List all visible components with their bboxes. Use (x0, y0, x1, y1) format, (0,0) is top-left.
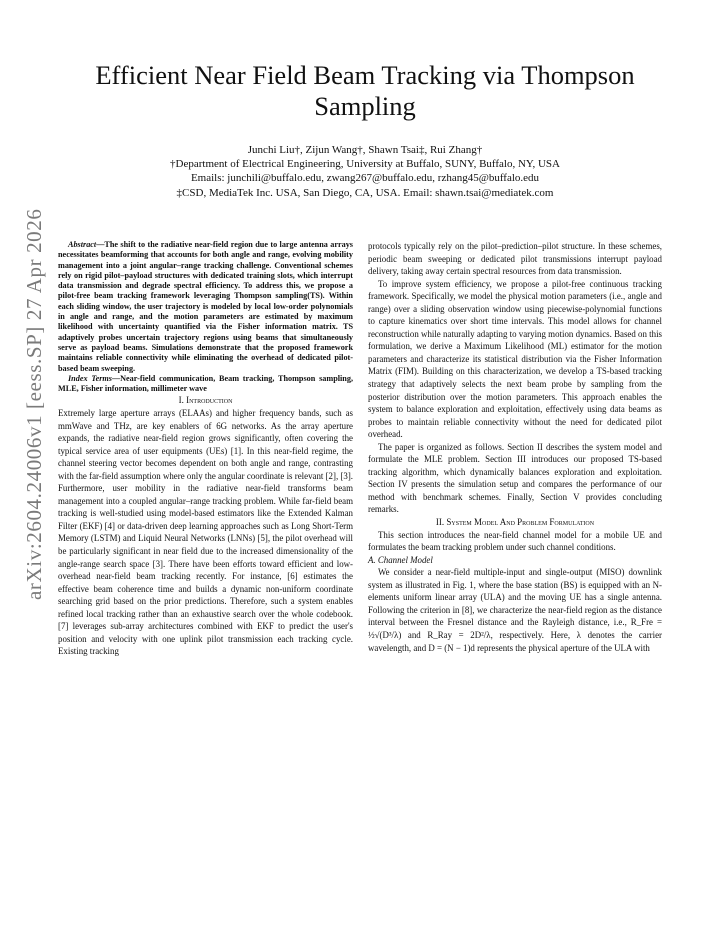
section-heading-introduction: I. Introduction (178, 395, 233, 406)
affiliation-2: ‡CSD, MediaTek Inc. USA, San Diego, CA, USA. Email: shawn.tsai@mediatek.com (176, 186, 554, 199)
abstract-text: —The shift to the radiative near-field region due to large antenna arrays necessitates beamforming that accounts for both angle and range, evolving mobility management into a joint angular–range tracking challenge. Conventional schemes rely on rigid pilot–payload structures with dedicated training slots, which interrupt data transmission and degrade spectral efficiency. To address this, we propose a pilot-free beam tracking framework leveraging Thompson sampling(TS). Within each sliding window, the user trajectory is modeled by local low-order polynomials in angle and range, and the motion parameters are estimated by maximum likelihood with uncertainty quantified via the Fisher information matrix. TS adaptively probes uncertain trajectory regions using beams that simultaneously serve as payload beams. Simulations demonstrate that the proposed framework maintains reliable connectivity while eliminating the overhead of dedicated pilot-based beam sweeping. (58, 240, 353, 373)
emails-1: Emails: junchili@buffalo.edu, zwang267@buffalo.edu, rzhang45@buffalo.edu (190, 172, 540, 185)
channel-model-paragraph: We consider a near-field multiple-input and single-output (MISO) downlink system as illustrated in Fig. 1, where the base station (BS) is equipped with an N-elements uniform linear array (ULA) and the moving UE has a single antenna. Following the criterion in [8], we characterize the near-field region as the distance interval between the Fresnel distance and the Rayleigh distance, i.e., R_Fre = ½√(D³/λ) and R_Ray = 2D²/λ, respectively. Here, λ denotes the carrier wavelength, and D = (N − 1)d represents the physical aperture of the ULA with (368, 567, 662, 653)
paper-title: Efficient Near Field Beam Tracking via Thompson Sampling (95, 60, 635, 121)
arxiv-stamp: arXiv:2604.24006v1 [eess.SP] 27 Apr 2026 (22, 208, 46, 600)
affiliation-1: †Department of Electrical Engineering, University at Buffalo, SUNY, Buffalo, NY, USA (170, 158, 560, 171)
index-terms (58, 374, 353, 395)
author-names: Junchi Liu†, Zijun Wang†, Shawn Tsai‡, Rui Zhang† (247, 144, 483, 156)
section-heading-system-model: II. System Model And Problem Formulation (435, 517, 595, 528)
author-block (60, 143, 670, 200)
system-model-intro: This section introduces the near-field channel model for a mobile UE and formulates the beam tracking problem under such channel conditions. (368, 529, 662, 553)
intro-paragraph-1: Extremely large aperture arrays (ELAAs) and higher frequency bands, such as mmWave and THz, are key enablers of 6G networks. As the array aperture expands, the radiative near-field region grows significantly, often covering the typical service area of user equipments (UEs) [1]. In this near-field regime, the channel steering vector becomes dependent on both angle and range, contrasting with the far-field assumption where only the angular coordinate is relevant [2], [3]. Furthermore, user mobility in the radiative near-field transforms beam management into a coupled angular–range tracking problem. While far-field beam tracking is well-studied using model-based estimators like the Extended Kalman Filter (EKF) [4] or data-driven deep learning approaches such as Long Short-Term Memory (LSTM) and Liquid Neural Networks (LNNs) [5], the pilot overhead will be particularly significant in near field due to the increased dimensionality of the angle-range search space [3]. There have been efforts toward efficient and low-overhead near-field beam tracking recently. For instance, [6] estimates the effective beam coherence time and builds a dynamic non-uniform coordinate searching grid based on the prior predictions. Therefore, such a system enables refined local tracking rather than an exhaustive search over the whole codebook. [7] leverages sub-array architectures combined with EKF to predict the user's position and velocity with one uplink pilot transmission each tracking cycle. Existing tracking (58, 408, 353, 657)
intro-paragraph-2: protocols typically rely on the pilot–prediction–pilot structure. In these schemes, periodic beam sweeping or dedicated pilot transmissions interrupt payload delivery, taking away certain spectral resources from data transmission. (368, 241, 662, 277)
abstract-label: Abstract (68, 240, 97, 249)
left-column (58, 240, 353, 658)
right-column (368, 240, 662, 654)
index-terms-text: —Near-field communication, Beam tracking, Thompson sampling, MLE, Fisher information, millimeter wave (58, 373, 353, 394)
subsection-heading-channel-model: A. Channel Model (368, 554, 433, 565)
abstract (58, 240, 353, 374)
intro-paragraph-3: To improve system efficiency, we propose a pilot-free continuous tracking framework. Specifically, we model the physical motion parameters (i.e., angle and range) over a sliding observation window using piecewise-polynomial functions to capture kinematics over short time intervals. This model allows for channel reconstruction while naturally adapting to varying motion dynamics. Based on this formulation, we derive a Maximum Likelihood (ML) estimator for the motion parameters and characterize its statistical distribution via the Fisher Information Matrix (FIM). Building on this characterization, we develop a TS-based tracking strategy that adaptively selects the next beam probe by sampling from the posterior distribution over the motion parameters. This approach enables the system to balance exploration and exploitation, effectively using data beams as probes to maintain reliable connectivity without the need for dedicated pilot overhead. (368, 278, 662, 440)
index-terms-label: Index Terms (68, 373, 112, 383)
intro-paragraph-4: The paper is organized as follows. Section II describes the system model and formulate the MLE problem. Section III introduces our proposed TS-based tracking algorithm, which dynamically balances exploration and exploitation. Section IV presents the simulation setup and compares the performance of our method with benchmark schemes. Finally, Section V provides concluding remarks. (368, 441, 662, 515)
